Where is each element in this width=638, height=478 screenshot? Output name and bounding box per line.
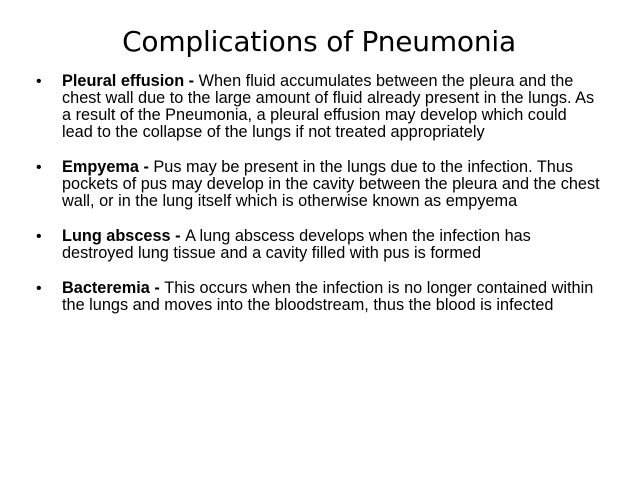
bullet-item-empyema bbox=[36, 159, 602, 210]
bullet-dot-icon: • bbox=[36, 159, 42, 176]
bullet-text: This occurs when the infection is no longer contained within the lungs and moves into the bloodstream, thus the blood is infected bbox=[62, 279, 594, 314]
bullet-term: Empyema - bbox=[62, 158, 154, 176]
bullet-text: When fluid accumulates between the pleura and the chest wall due to the large amount of fluid already present in the lungs. As a result of the Pneumonia, a pleural effusion may develop which could lead to the collapse of the lungs if not treated appropriately bbox=[62, 72, 595, 141]
bullet-list bbox=[36, 73, 602, 332]
bullet-term: Pleural effusion - bbox=[62, 72, 199, 90]
slide-title: Complications of Pneumonia bbox=[122, 25, 516, 58]
bullet-item-pleural-effusion bbox=[36, 73, 602, 141]
bullet-dot-icon: • bbox=[36, 228, 42, 245]
bullet-text: A lung abscess develops when the infection has destroyed lung tissue and a cavity filled with pus is formed bbox=[62, 227, 531, 262]
bullet-item-bacteremia bbox=[36, 280, 602, 314]
bullet-dot-icon: • bbox=[36, 73, 42, 90]
bullet-term: Bacteremia - bbox=[62, 279, 165, 297]
bullet-text: Pus may be present in the lungs due to the infection. Thus pockets of pus may develop in the cavity between the pleura and the chest wall, or in the lung itself which is otherwise known as empyema bbox=[62, 158, 600, 210]
bullet-term: Lung abscess - bbox=[62, 227, 186, 245]
bullet-dot-icon: • bbox=[36, 280, 42, 297]
bullet-item-lung-abscess bbox=[36, 228, 602, 262]
